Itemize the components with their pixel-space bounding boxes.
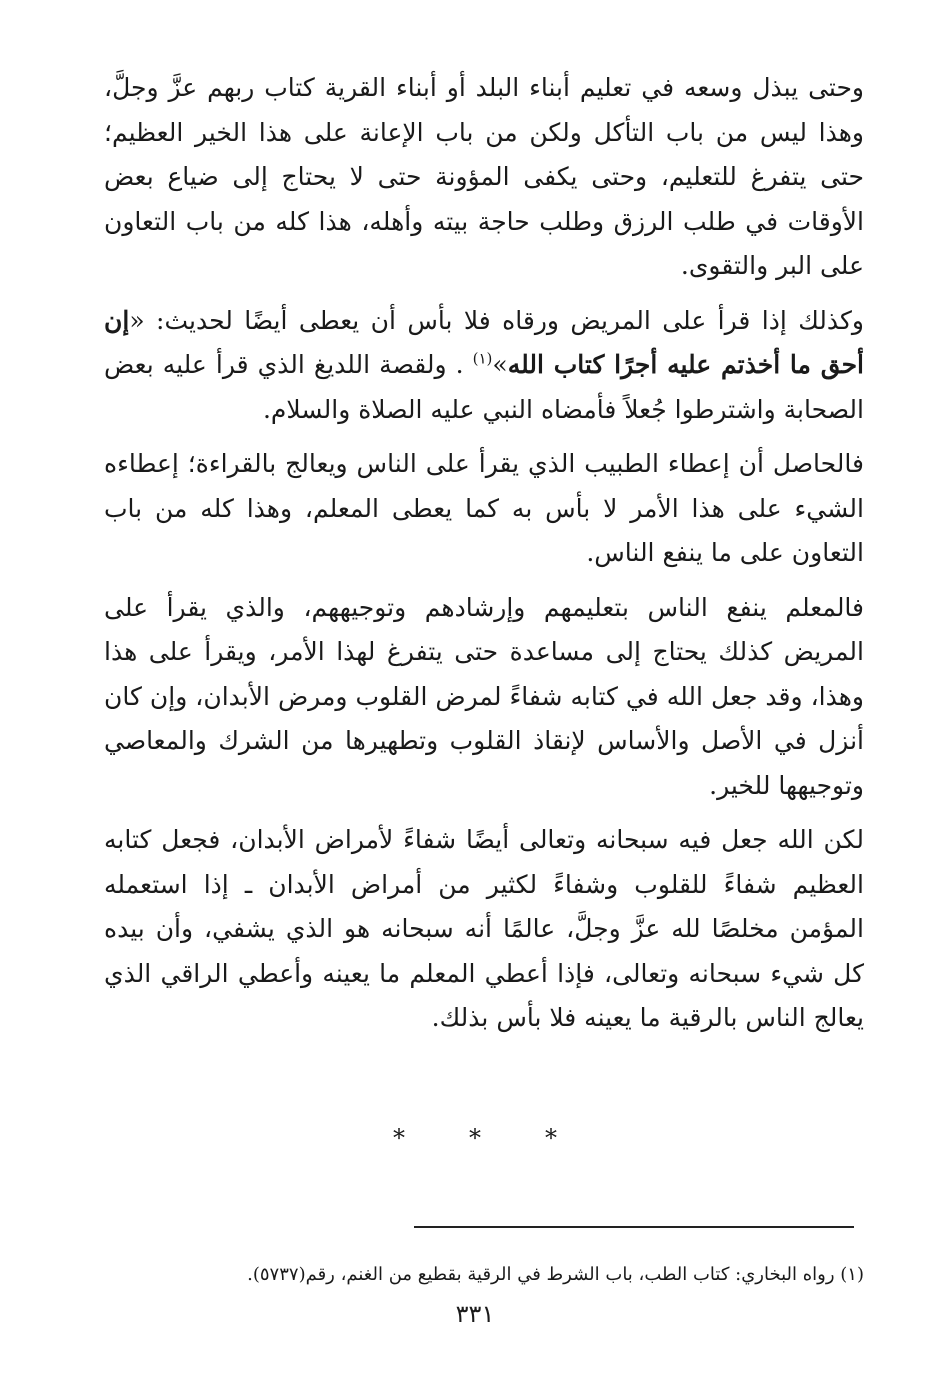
paragraph-text: » [492, 350, 508, 379]
hadith-quote: إن أحق ما أخذتم عليه أجرًا كتاب الله [104, 305, 864, 379]
paragraph-text: . ولقصة اللديغ الذي قرأ عليه بعض الصحابة واشترطوا جُعلاً فأمضاه النبي عليه الصلاة والسلام. [104, 350, 864, 424]
footnote-divider [414, 1226, 854, 1228]
paragraph [104, 586, 864, 809]
separator-star: * [393, 1124, 405, 1152]
separator-star: * [545, 1124, 557, 1152]
page-number: ٣٣١ [455, 1300, 495, 1328]
paragraph-text: وكذلك إذا قرأ على المريض ورقاه فلا بأس أن يعطى أيضًا لحديث: « [129, 305, 864, 335]
paragraph [104, 299, 864, 433]
body-text [104, 66, 864, 1051]
paragraph-text: فالحاصل أن إعطاء الطبيب الذي يقرأ على الناس ويعالج بالقراءة؛ إعطاءه الشيء على هذا الأمر لا بأس به كما يعطى المعلم، وهذا كله من باب التعاون على ما ينفع الناس. [104, 449, 864, 567]
paragraph-text: فالمعلم ينفع الناس بتعليمهم وإرشادهم وتوجيههم، والذي يقرأ على المريض كذلك يحتاج إلى مساعدة حتى يتفرغ لهذا الأمر، ويقرأ على هذا وهذا، وقد جعل الله في كتابه شفاءً لمرض القلوب ومرض الأبدان، وإن كان أنزل في الأصل والأساس لإنقاذ القلوب وتطهيرها من الشرك والمعاصي وتوجيهها للخير. [104, 592, 864, 800]
section-separator [0, 1124, 950, 1152]
footnote: (١) رواه البخاري: كتاب الطب، باب الشرط في الرقية بقطيع من الغنم، رقم(٥٧٣٧). [247, 1264, 864, 1285]
paragraph-text: وحتى يبذل وسعه في تعليم أبناء البلد أو أبناء القرية كتاب ربهم عزَّ وجلَّ، وهذا ليس من باب التأكل ولكن من باب الإعانة على هذا الخير العظيم؛ حتى يتفرغ للتعليم، وحتى يكفى المؤونة حتى لا يحتاج إلى ضياع بعض الأوقات في طلب الرزق وطلب حاجة بيته وأهله، هذا كله من باب التعاون على البر والتقوى. [104, 73, 864, 280]
paragraph-text: لكن الله جعل فيه سبحانه وتعالى أيضًا شفاءً لأمراض الأبدان، فجعل كتابه العظيم شفاءً للقلوب وشفاءً لكثير من أمراض الأبدان ـ إذا استعمله المؤمن مخلصًا لله عزَّ وجلَّ، عالمًا أنه سبحانه هو الذي يشفي، وأن بيده كل شيء سبحانه وتعالى، فإذا أعطي المعلم ما يعينه وأعطي الراقي الذي يعالج الناس بالرقية ما يعينه فلا بأس بذلك. [104, 825, 864, 1032]
paragraph [104, 442, 864, 576]
paragraph [104, 66, 864, 289]
footnote-reference: (١) [472, 349, 493, 368]
paragraph [104, 818, 864, 1041]
separator-star: * [469, 1124, 481, 1152]
